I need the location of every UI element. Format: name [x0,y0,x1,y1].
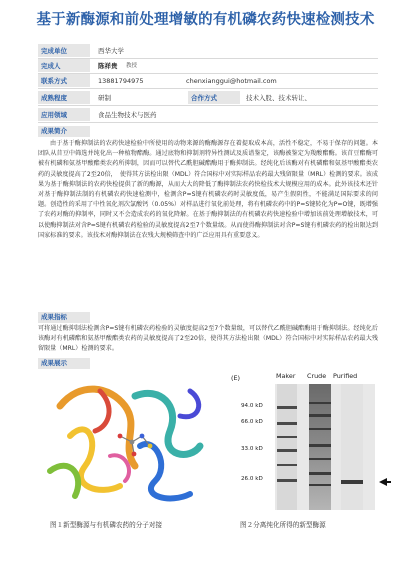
gel-image [275,384,391,510]
unit-value: 西华大学 [98,47,124,55]
gel-col-purified: Purified [333,372,358,380]
display-label: 成果展示 [38,358,90,369]
summary-label: 成果简介 [38,126,90,137]
info-row-contact [38,74,378,89]
stage-value: 研制 [98,94,111,102]
info-row-field [38,108,378,123]
page-title: 基于新酶源和前处理增敏的有机磷农药快速检测技术 [36,12,375,28]
gel-col-crude: Crude [307,372,327,380]
info-row-person [38,59,378,74]
summary-text: 由于基于酶抑制法的农药快速检验中所使用的动物来源的酶酶源存在着提取成本高，活性不稳定，不易于保存的问题。本团队从苜豆中筛选并纯化出一种植物酯酶。通过底物和抑制剂特异性测试及质谱鉴定，该酶被鉴定为羧酸酯酶。该苜豆酯酶可被有机磷和氨基甲酸酯类农药所抑制，因而可以替代乙酰胆碱酯酶用于酶抑制法。经纯化后该酶对有机磷酯和氨基甲酸酯类农药的灵敏度提高了2至20倍， 使得其方法检出限（MDL）符合国标中对实际样品农药最大残留限量（MRL）检测的要求。该成果为基于酶抑制法的农药快检提供了新的酶源，从而大大的降低了酶抑制法农药快检技术大规模应用的成本。此外该技术还针对基于酶抑制法制的有机磷农药快速检测中，检测含P=S键有机磷农药时灵敏度低，易产生假阴性，不能满足国际要求的问题。创造性的采用了中性氧化剂次氯酸钙（0.05%）对样品进行氧化前处理，将有机磷农药中的P=S键转化为P=O键，既增强了农药对酶的抑制率，同时又不会造成农药的氧化降解。在基于酶抑制法的有机磷农药快速检验中增加该前处理增敏技术，可以使酶抑制法对含P=S键有机磷农药检验的灵敏度提高2至7个数量级。从而使得酶抑制法对含P=S键有机磷农药的检出限达到国家标准的要求。该技术对酶抑制法在农残大规模筛查中的广泛应用具有重要意义。 [38,140,378,239]
gel-marker-66: 66.0 kD [241,419,263,425]
coop-label: 合作方式 [188,91,240,104]
person-name: 陈祥贵 [98,62,118,70]
gel-marker-26: 26.0 kD [241,476,263,482]
field-value: 食品生物技术与医药 [98,111,157,119]
indicator-text: 可将通过酶抑制法检测含P=S键有机磷农药检验的灵敏度提高2至7个数量级，可以替代乙酰胆碱酯酶用于酶抑制法。经纯化后该酶对有机磷酯和氨基甲酸酯类农药的灵敏度提高了2至20倍，使得其方法检出限（MDL）符合国标中对实际样品农药最大残留限量（MRL）检测的要求。 [38,325,378,353]
contact-label: 联系方式 [38,74,90,87]
indicator-label: 成果指标 [38,312,90,323]
figure2-caption: 图２分离纯化所得的新型酶源 [240,521,326,529]
phone-value: 13881794975 [98,77,144,85]
gel-marker-33: 33.0 kD [241,446,263,452]
person-label: 完成人 [38,59,90,72]
gel-marker-94: 94.0 kD [241,403,263,409]
docking-figure [40,376,218,510]
field-label: 应用领域 [38,108,90,121]
figure1-caption: 图１新型酶源与有机磷农药的分子对接 [50,521,163,529]
info-row-stage [38,91,378,106]
gel-col-maker: Maker [276,372,296,380]
person-title: 教授 [126,63,138,69]
coop-value: 技术入股、技术转让、 [246,94,311,102]
email-value: chenxianggui@hotmail.com [186,77,277,85]
gel-panel-label: (E) [231,374,241,382]
docking-image [40,376,218,510]
info-row-unit [38,44,378,59]
gel-figure [231,374,391,512]
stage-label: 成熟程度 [38,91,90,104]
unit-label: 完成单位 [38,44,90,57]
